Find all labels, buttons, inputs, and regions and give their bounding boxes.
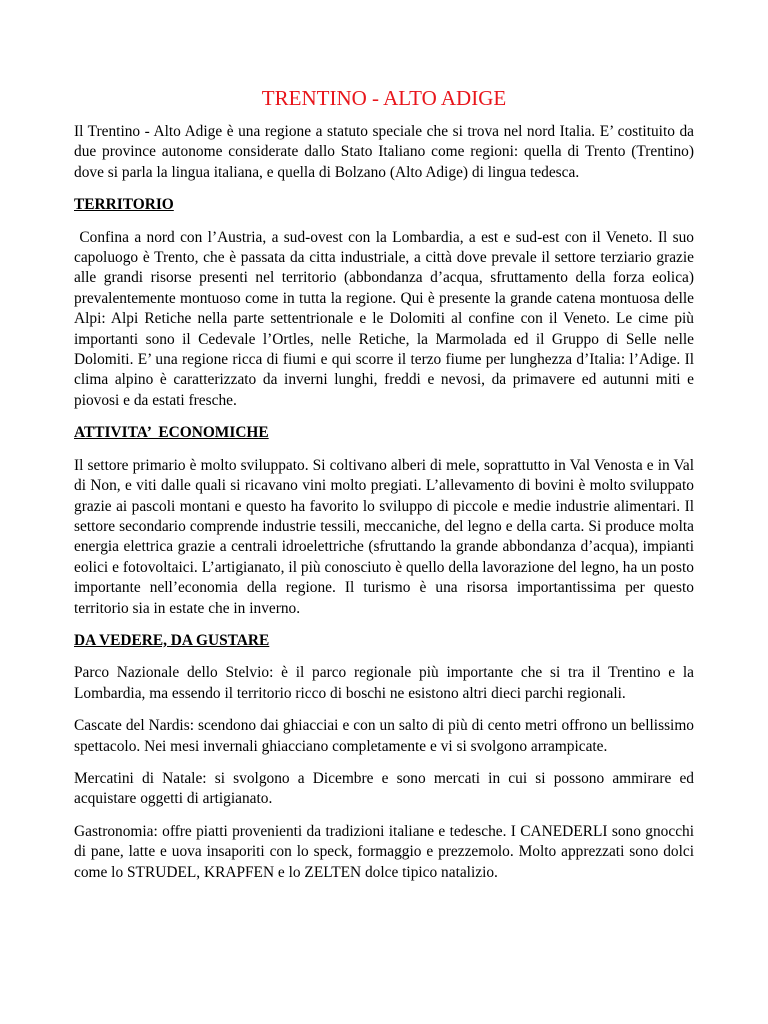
section-heading-attivita-economiche: ATTIVITA’ ECONOMICHE xyxy=(74,424,269,442)
cascate-nardis-paragraph: Cascate del Nardis: scendono dai ghiacciai e con un salto di più di cento metri offrono un bellissimo spettacolo. Nei mesi invernali ghiacciano completamente e vi si svolgono arrampicate. xyxy=(74,717,694,755)
section-heading-territorio: TERRITORIO xyxy=(74,196,174,214)
gastronomia-paragraph: Gastronomia: offre piatti provenienti da tradizioni italiane e tedesche. I CANEDERLI sono gnocchi di pane, latte e uova insaporiti con lo speck, formaggio e prezzemolo. Molto apprezzati sono dolci come lo STRUDEL, KRAPFEN e lo ZELTEN dolce tipico natalizio. xyxy=(74,822,694,881)
section-heading-da-vedere-da-gustare: DA VEDERE, DA GUSTARE xyxy=(74,631,270,649)
document-page xyxy=(74,84,694,883)
territorio-paragraph xyxy=(74,228,694,412)
intro-paragraph: Il Trentino - Alto Adige è una regione a statuto speciale che si trova nel nord Italia. E’ costituito da due province autonome considerate dallo Stato Italiano come regioni: quella di Trento (Trentino) dove si parla la lingua italiana, e quella di Bolzano (Alto Adige) di lingua tedesca. xyxy=(74,123,694,181)
parco-stelvio-paragraph: Parco Nazionale dello Stelvio: è il parco regionale più importante che si tra il Trentino e la Lombardia, ma essendo il territorio ricco di boschi ne esistono altri dieci parchi regionali. xyxy=(74,664,694,702)
document-title: TRENTINO - ALTO ADIGE xyxy=(261,86,507,110)
attivita-economiche-paragraph: Il settore primario è molto sviluppato. Si coltivano alberi di mele, soprattutto in Val Venosta e in Val di Non, e viti dalle quali si ricavano vini molto pregiati. L’allevamento di bovini è molto sviluppato grazie ai pascoli montani e questo ha favorito lo sviluppo di piccole e medie industrie alimentari. Il settore secondario comprende industrie tessili, meccaniche, del legno e della carta. Si produce molta energia elettrica grazie a centrali idroelettriche (sfruttando la grande abbondanza d’acqua), impianti eolici e fotovoltaici. L’artigianato, il più conosciuto è quello della lavorazione del legno, ha un posto importante nell’economia della regione. Il turismo è una risorsa importantissima per questo territorio sia in estate che in inverno. xyxy=(74,456,694,617)
mercatini-natale-paragraph: Mercatini di Natale: si svolgono a Dicembre e sono mercati in cui si possono ammirare ed acquistare oggetti di artigianato. xyxy=(74,769,694,808)
territorio-paragraph-text: Confina a nord con l’Austria, a sud-ovest con la Lombardia, a est e sud-est con il Veneto. Il suo capoluogo è Trento, che è passata da citta industriale, a città dove prevale il settore terziario grazie alle grandi risorse presenti nel territorio (abbondanza d’acqua, sfruttamento della forza eolica) prevalentemente montuoso come in tutta la regione. Qui è presente la grande catena montuosa delle Alpi: Alpi Retiche nella parte settentrionale e le Dolomiti al confine con il Veneto. Le cime più importanti sono il Cedevale l’Ortles, nelle Retiche, la Marmolada ed il Gruppo di Selle nelle Dolomiti. E’ una regione ricca di fiumi e qui scorre il terzo fiume per lunghezza d’Italia: l’Adige. Il clima alpino è caratterizzato da inverni lunghi, freddi e nevosi, da primavere ed autunni miti e piovosi e da estati fresche. xyxy=(74,228,695,409)
